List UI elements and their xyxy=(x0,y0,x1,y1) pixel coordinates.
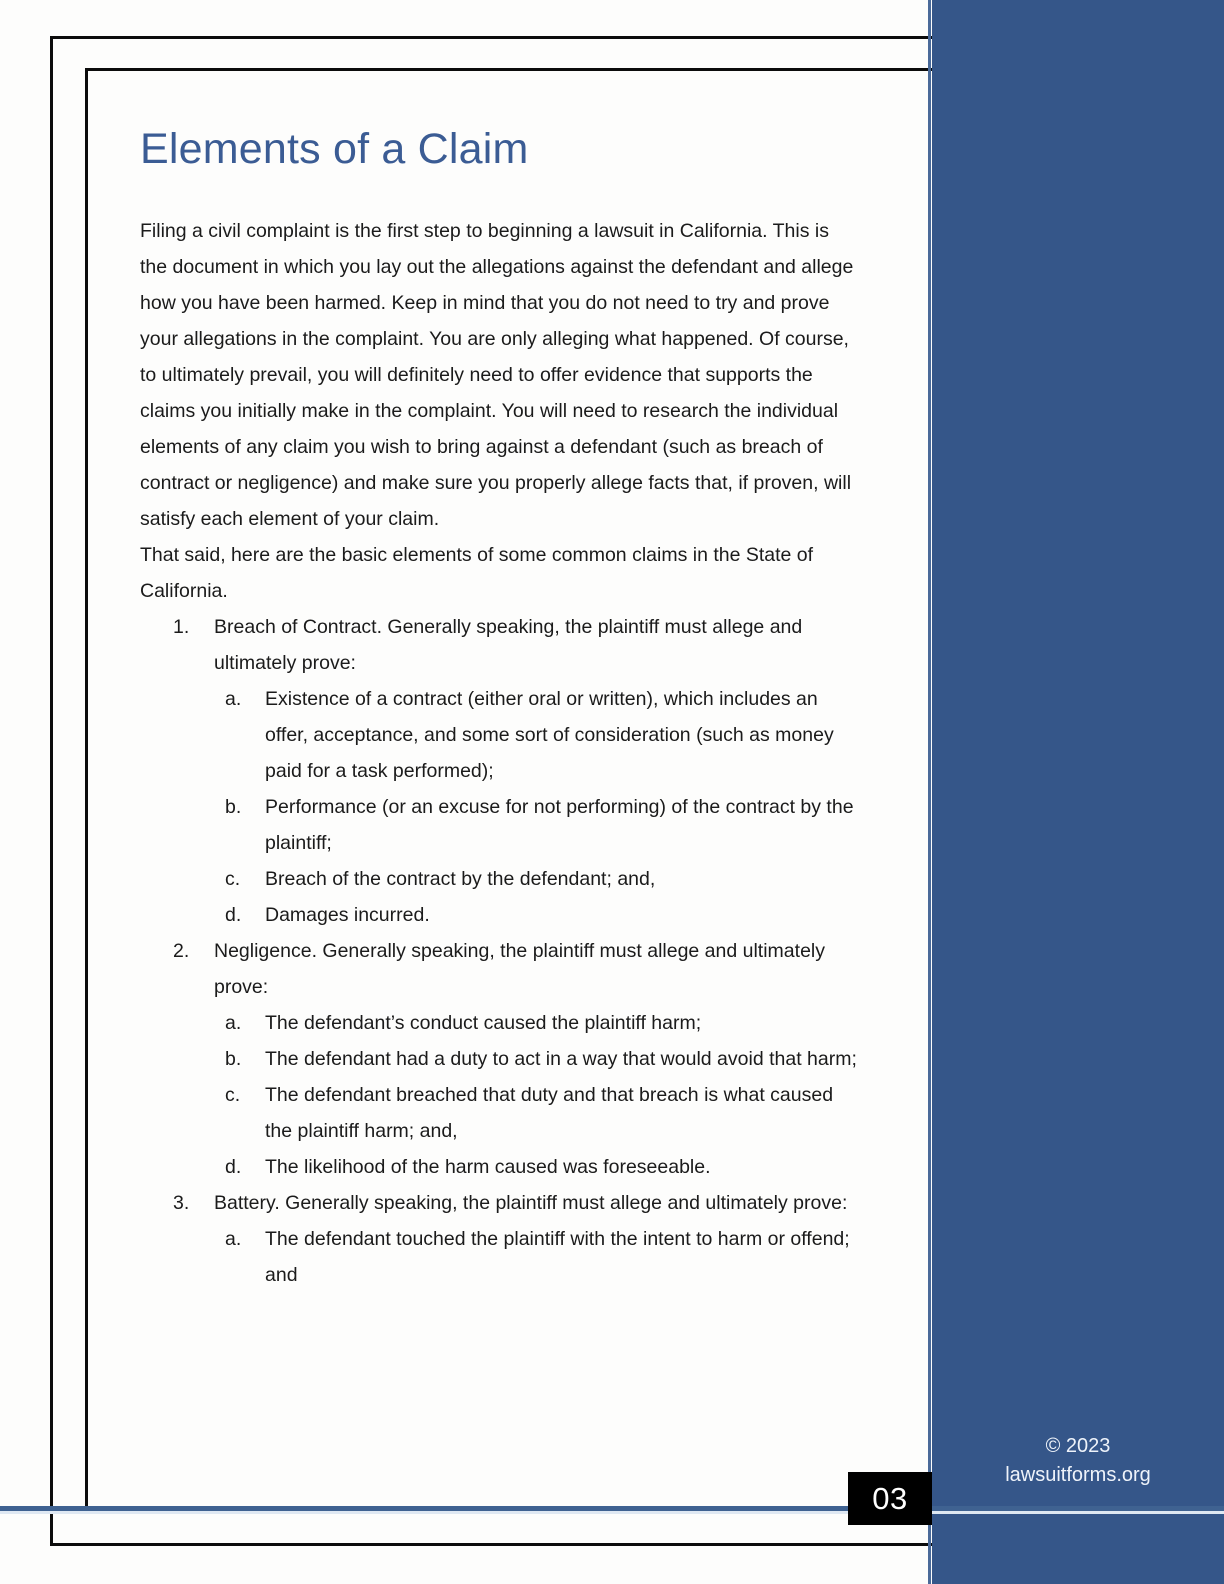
list-marker: d. xyxy=(225,1156,242,1178)
claim-element-text: Existence of a contract (either oral or written), which includes an offer, acceptance, and some sort of consideration (such as money paid for a task performed); xyxy=(265,688,834,782)
page-number-badge xyxy=(848,1472,932,1525)
intro-paragraph-1: Filing a civil complaint is the first step to beginning a lawsuit in California. This is the document in which you lay out the allegations against the defendant and allege how you have been harmed. Keep in mind that you do not need to try and prove your allegations in the complaint. You are only alleging what happened. Of course, to ultimately prevail, you will definitely need to offer evidence that supports the claims you initially make in the complaint. You will need to research the individual elements of any claim you wish to bring against a defendant (such as breach of contract or negligence) and make sure you properly allege facts that, if proven, will satisfy each element of your claim. xyxy=(140,220,854,530)
list-item xyxy=(214,897,860,933)
list-item xyxy=(214,789,860,861)
claims-list xyxy=(140,609,860,1293)
footer-rule-highlight xyxy=(0,1511,1224,1514)
list-marker: d. xyxy=(225,904,242,926)
list-item xyxy=(214,1041,860,1077)
intro-paragraph-2: That said, here are the basic elements of some common claims in the State of California. xyxy=(140,544,814,602)
list-item xyxy=(214,1077,860,1149)
claim-heading: Battery. Generally speaking, the plaintiff must allege and ultimately prove: xyxy=(214,1192,848,1214)
list-item xyxy=(214,1221,860,1293)
copyright-year: © 2023 xyxy=(1045,1435,1111,1457)
claim-heading: Negligence. Generally speaking, the plaintiff must allege and ultimately prove: xyxy=(214,940,825,998)
list-marker: b. xyxy=(225,796,242,818)
list-marker: a. xyxy=(225,1012,242,1034)
claim-elements-list xyxy=(214,1005,860,1185)
list-marker: b. xyxy=(225,1048,242,1070)
list-marker: c. xyxy=(225,868,241,890)
list-marker: c. xyxy=(225,1084,241,1106)
list-item xyxy=(214,1005,860,1041)
list-marker: 2. xyxy=(173,940,190,962)
sidebar-accent-edge xyxy=(928,0,931,1584)
claim-element-text: The defendant breached that duty and that breach is what caused the plaintiff harm; and, xyxy=(265,1084,834,1142)
claim-elements-list xyxy=(214,681,860,933)
claim-heading: Breach of Contract. Generally speaking, the plaintiff must allege and ultimately prove: xyxy=(214,616,803,674)
list-item xyxy=(140,933,860,1185)
claim-element-text: Damages incurred. xyxy=(265,904,430,926)
copyright-block xyxy=(932,1432,1224,1490)
list-item xyxy=(140,609,860,933)
claim-element-text: The likelihood of the harm caused was foreseeable. xyxy=(265,1156,711,1178)
claim-element-text: The defendant had a duty to act in a way that would avoid that harm; xyxy=(265,1048,857,1070)
claim-element-text: The defendant’s conduct caused the plaintiff harm; xyxy=(265,1012,702,1034)
list-marker: 3. xyxy=(173,1192,190,1214)
site-name: lawsuitforms.org xyxy=(1005,1464,1151,1486)
sidebar-blue-panel xyxy=(932,0,1224,1584)
page-title: Elements of a Claim xyxy=(140,125,529,173)
list-marker: a. xyxy=(225,688,242,710)
list-marker: 1. xyxy=(173,616,190,638)
list-item xyxy=(214,1149,860,1185)
list-item xyxy=(140,1185,860,1293)
claim-elements-list xyxy=(214,1221,860,1293)
claim-element-text: Breach of the contract by the defendant; and, xyxy=(265,868,656,890)
list-marker: a. xyxy=(225,1228,242,1250)
list-item xyxy=(214,861,860,897)
document-content xyxy=(140,125,860,1293)
page-number: 03 xyxy=(872,1481,908,1516)
list-item xyxy=(214,681,860,789)
claim-element-text: The defendant touched the plaintiff with the intent to harm or offend; and xyxy=(265,1228,850,1286)
claim-element-text: Performance (or an excuse for not performing) of the contract by the plaintiff; xyxy=(265,796,854,854)
